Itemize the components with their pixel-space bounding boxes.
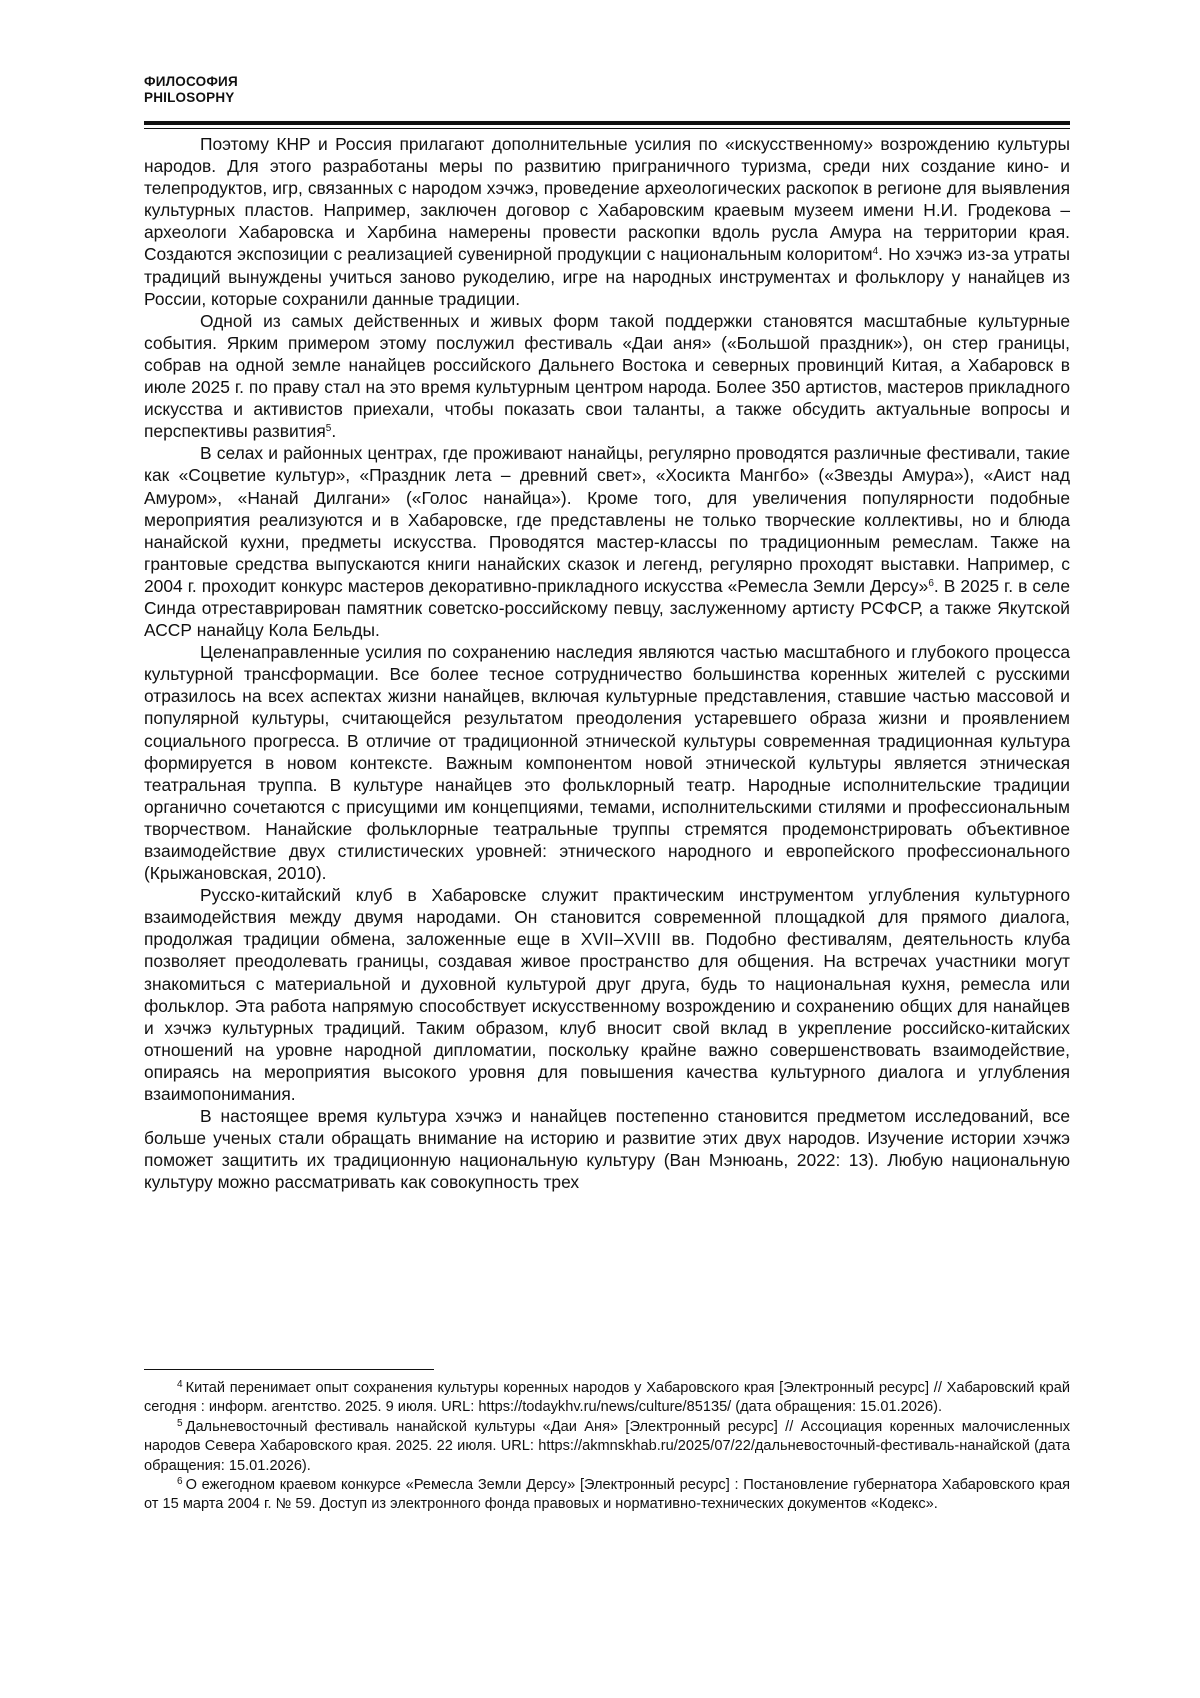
header-rule-thin xyxy=(144,128,1070,129)
running-header xyxy=(144,74,238,106)
footnote-number: 4 xyxy=(177,1379,183,1390)
section-title-ru: ФИЛОСОФИЯ xyxy=(144,74,238,89)
paragraph-text: В селах и районных центрах, где проживают нанайцы, регулярно проводятся различные фестивали, такие как «Соцветие культур», «Праздник лета – древний свет», «Хосикта Мангбо» («Звезды Амура»), «Аист над Амуром», «Нанай Дилгани» («Голос нанайца»). Кроме того, для увеличения популярности подобные мероприятия реализуются и в Хабаровске, где представлены не только творческие коллективы, но и блюда нанайской кухни, предметы искусства. Проводятся мастер-классы по традиционным ремеслам. Также на грантовые средства выпускаются книги нанайских сказок и легенд, регулярно проходят выставки. Например, с 2004 г. проходит конкурс мастеров декоративно-прикладного искусства «Ремесла Земли Дерсу» xyxy=(144,443,1070,596)
footnote-number: 5 xyxy=(177,1417,183,1429)
paragraph-text: Поэтому КНР и Россия прилагают дополнительные усилия по «искусственному» возрождению культуры народов. Для этого разработаны меры по развитию приграничного туризма, среди них создание кино- и телепродуктов, игр, связанных с народом хэчжэ, проведение археологических раскопок в регионе для выявления культурных пластов. Например, заключен договор с Хабаровским краевым музеем имени Н.И. Гродекова – археологи Хабаровска и Харбина намерены провести раскопки вдоль русла Амура на территории края. Создаются экспозиции с реализацией сувенирной продукции с национальным колоритом xyxy=(144,134,1070,265)
paragraph-3 xyxy=(144,442,1070,641)
paragraph-text: . В 2025 г. в селе Синда отреставрирован памятник советско-российскому певцу, заслуженному артисту РСФСР, а также Якутской АССР нанайцу Кола Бельды. xyxy=(144,575,1070,641)
footnote-item xyxy=(144,1418,1070,1476)
paragraph-2 xyxy=(144,310,1070,443)
paragraph-6: В настоящее время культура хэчжэ и нанайцев постепенно становится предметом исследований, все больше ученых стали обращать внимание на историю и развитие этих двух народов. Изучение истории хэчжэ поможет защитить их традиционную национальную культуру (Ван Мэнюань, 2022: 13). Любую национальную культуру можно рассматривать как совокупность трех xyxy=(144,1106,1070,1193)
paragraph-text: . Но хэчжэ из-за утраты традиций вынуждены учиться заново рукоделию, игре на народных инструментах и фольклору у нанайцев из России, которые сохранили данные традиции. xyxy=(144,244,1070,309)
footnote-item xyxy=(144,1379,1070,1418)
footnote-separator xyxy=(144,1369,434,1370)
paragraph-5: Русско-китайский клуб в Хабаровске служит практическим инструментом углубления культурного взаимодействия между двумя народами. Он становится современной площадкой для прямого диалога, продолжая традиции обмена, заложенные еще в XVII–XVIII вв. Подобно фестивалям, деятельность клуба позволяет преодолевать границы, создавая живое пространство для общения. На встречах участники могут знакомиться с материальной и духовной культурой друг друга, будь то национальная кухня, ремесла или фольклор. Эта работа напрямую способствует искусственному возрождению и сохранению общих для нанайцев и хэчжэ культурных традиций. Таким образом, клуб вносит свой вклад в укрепление российско-китайских отношений на уровне народной дипломатии, поскольку крайне важно совершенствовать взаимодействие, опираясь на мероприятия высокого уровня для повышения качества культурного диалога и углубления взаимопонимания. xyxy=(144,885,1070,1105)
section-title-en: PHILOSOPHY xyxy=(144,90,235,105)
footnote-text: Дальневосточный фестиваль нанайской культуры «Даи Аня» [Электронный ресурс] // Ассоциация коренных малочисленных народов Севера Хабаровского края. 2025. 22 июля. URL: https://akmnskhab.ru/2025/07/22/дальневосточный-фестиваль-нанайской (дата обращения: 15.01.2026). xyxy=(144,1418,1070,1474)
paragraph-text: . xyxy=(331,421,337,442)
footnote-number: 6 xyxy=(177,1476,183,1488)
footnote-ref-6[interactable]: 6 xyxy=(928,577,934,589)
footnotes xyxy=(144,1379,1070,1515)
header-rule-thick xyxy=(144,121,1070,125)
footnote-text: О ежегодном краевом конкурсе «Ремесла Земли Дерсу» [Электронный ресурс] : Постановление губернатора Хабаровского края от 15 марта 2004 г. № 59. Доступ из электронного фонда правовых и нормативно-технических документов «Кодекс». xyxy=(144,1477,1070,1513)
footnote-item xyxy=(144,1476,1070,1515)
footnote-text: Китай перенимает опыт сохранения культуры коренных народов у Хабаровского края [Электронный ресурс] // Хабаровский край сегодня : информ. агентство. 2025. 9 июля. URL: https://todaykhv.ru/news/culture/85135/ (дата обращения: 15.01.2026). xyxy=(144,1380,1070,1416)
footnote-ref-4[interactable]: 4 xyxy=(872,246,879,258)
paragraph-text: Одной из самых действенных и живых форм такой поддержки становятся масштабные культурные события. Ярким примером этому послужил фестиваль «Даи аня» («Большой праздник»), он стер границы, собрав на одной земле нанайцев российского Дальнего Востока и северных провинций Китая, а Хабаровск в июле 2025 г. по праву стал на это время культурным центром народа. Более 350 артистов, мастеров прикладного искусства и активистов приехали, чтобы показать свои таланты, а также обсудить актуальные вопросы и перспективы развития xyxy=(144,310,1070,442)
footnote-ref-5[interactable]: 5 xyxy=(325,423,332,435)
paragraph-4: Целенаправленные усилия по сохранению наследия являются частью масштабного и глубокого процесса культурной трансформации. Все более тесное сотрудничество большинства коренных жителей с русскими отразилось на всех аспектах жизни нанайцев, включая культурные представления, ставшие частью массовой и популярной культуры, считающейся результатом преодоления устаревшего образа жизни и проявлением социального прогресса. В отличие от традиционной этнической культуры современная традиционная культура формируется в новом контексте. Важным компонентом новой этнической культуры является этническая театральная труппа. В культуре нанайцев это фольклорный театр. Народные исполнительские традиции органично сочетаются с присущими им концепциями, темами, исполнительскими стилями и профессиональным творчеством. Нанайские фольклорные театральные труппы стремятся продемонстрировать объективное взаимодействие двух стилистических уровней: этнического народного и европейского профессионального (Крыжановская, 2010). xyxy=(144,642,1070,884)
paragraph-1 xyxy=(144,133,1070,310)
article-body xyxy=(144,133,1070,1194)
